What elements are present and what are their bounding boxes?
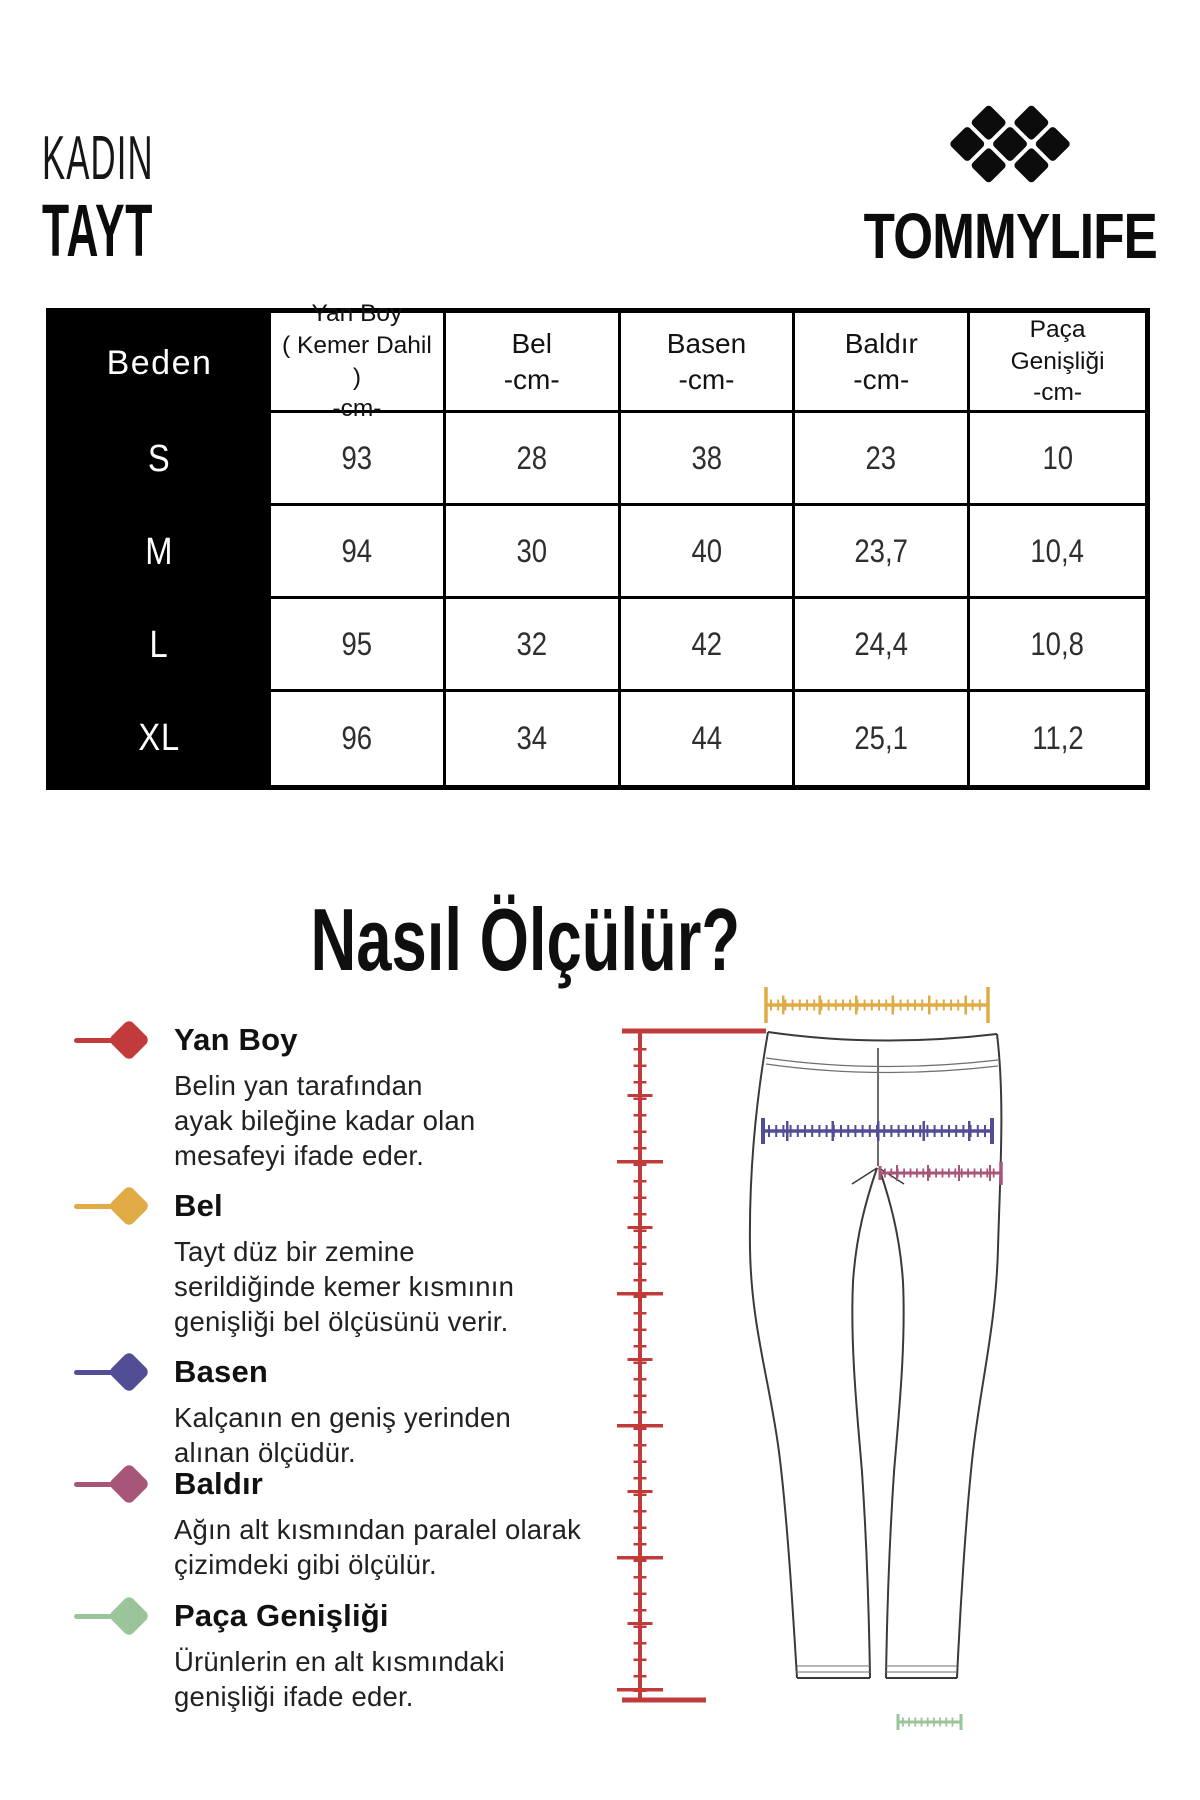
legend-item-basen: [68, 1350, 608, 1470]
size-table: [46, 299, 1150, 790]
table-cell: 34: [446, 692, 621, 785]
table-cell: 28: [446, 413, 621, 506]
product-title: TAYT: [42, 189, 153, 272]
table-cell: 11,2: [1031, 720, 1084, 756]
size-column-header: Beden: [106, 343, 213, 382]
size-column: [51, 313, 271, 785]
category-title: KADIN: [42, 124, 154, 193]
brand-name: TOMMYLIFE: [863, 200, 1157, 272]
legend-description: Ağın alt kısmından paralel olarak çizimdeki gibi ölçülür.: [174, 1514, 582, 1580]
table-cell: 25,1: [795, 692, 970, 785]
size-label-m: M: [145, 531, 174, 573]
yan-boy-diamond-marker-icon: [68, 1018, 160, 1062]
legend-item-baldir: [68, 1462, 608, 1582]
legend-label: Basen: [174, 1354, 269, 1389]
size-label-xl: XL: [138, 717, 181, 759]
legend-description: Belin yan tarafından ayak bileğine kadar olan mesafeyi ifade eder.: [174, 1070, 476, 1171]
paca-ruler: [898, 1714, 961, 1730]
table-cell: 10,8: [970, 599, 1145, 692]
table-cell: 44: [621, 692, 796, 785]
table-cell: 42: [621, 599, 796, 692]
column-header-bel: Bel -cm-: [446, 313, 621, 413]
legend-description: Tayt düz bir zemine serildiğinde kemer kısmının genişliği bel ölçüsünü verir.: [174, 1236, 515, 1337]
table-cell: 93: [271, 413, 446, 506]
table-cell: 10,4: [970, 506, 1145, 599]
legend-description: Ürünlerin en alt kısmındaki genişliği ifade eder.: [174, 1646, 505, 1712]
legend-description: Kalçanın en geniş yerinden alınan ölçüdür.: [174, 1402, 511, 1468]
table-cell: 23,7: [795, 506, 970, 599]
table-cell: 96: [271, 692, 446, 785]
bel-ruler: [766, 987, 988, 1023]
legend-label: Baldır: [174, 1466, 264, 1501]
basen-ruler: [763, 1118, 992, 1144]
bel-diamond-marker-icon: [68, 1184, 160, 1228]
column-header-baldir: Baldır -cm-: [795, 313, 970, 413]
how-to-measure-title: Nasıl Ölçülür?: [310, 890, 740, 989]
table-cell: 24,4: [795, 599, 970, 692]
legend-label: Paça Genişliği: [174, 1598, 389, 1633]
column-header-yan-boy: Yan Boy ( Kemer Dahil ) -cm-: [271, 313, 446, 413]
table-cell: 30: [446, 506, 621, 599]
legend-item-bel: [68, 1184, 608, 1339]
table-cell: 32: [446, 599, 621, 692]
brand-diamonds-icon: [942, 98, 1078, 190]
table-cell: 10: [970, 413, 1145, 506]
baldir-diamond-marker-icon: [68, 1462, 160, 1506]
table-cell: 94: [271, 506, 446, 599]
table-cell: 23: [795, 413, 970, 506]
table-cell: 38: [621, 413, 796, 506]
size-label-l: L: [149, 624, 170, 666]
size-label-s: S: [148, 438, 171, 480]
leggings-outline: [750, 1032, 1001, 1678]
column-header-basen: Basen -cm-: [621, 313, 796, 413]
yan-boy-ruler: [622, 1031, 766, 1700]
legend-item-yan-boy: [68, 1018, 608, 1173]
legend-item-paca-genisligi: [68, 1594, 608, 1714]
basen-diamond-marker-icon: [68, 1350, 160, 1394]
legend-label: Yan Boy: [174, 1022, 298, 1057]
table-cell: 40: [621, 506, 796, 599]
table-cell: 95: [271, 599, 446, 692]
column-header-paca-genisligi: Paça Genişliği -cm-: [970, 313, 1145, 413]
tommylife-logo: [863, 98, 1157, 272]
legend-label: Bel: [174, 1188, 223, 1223]
baldir-ruler: [880, 1162, 1001, 1185]
paca-diamond-marker-icon: [68, 1594, 160, 1638]
